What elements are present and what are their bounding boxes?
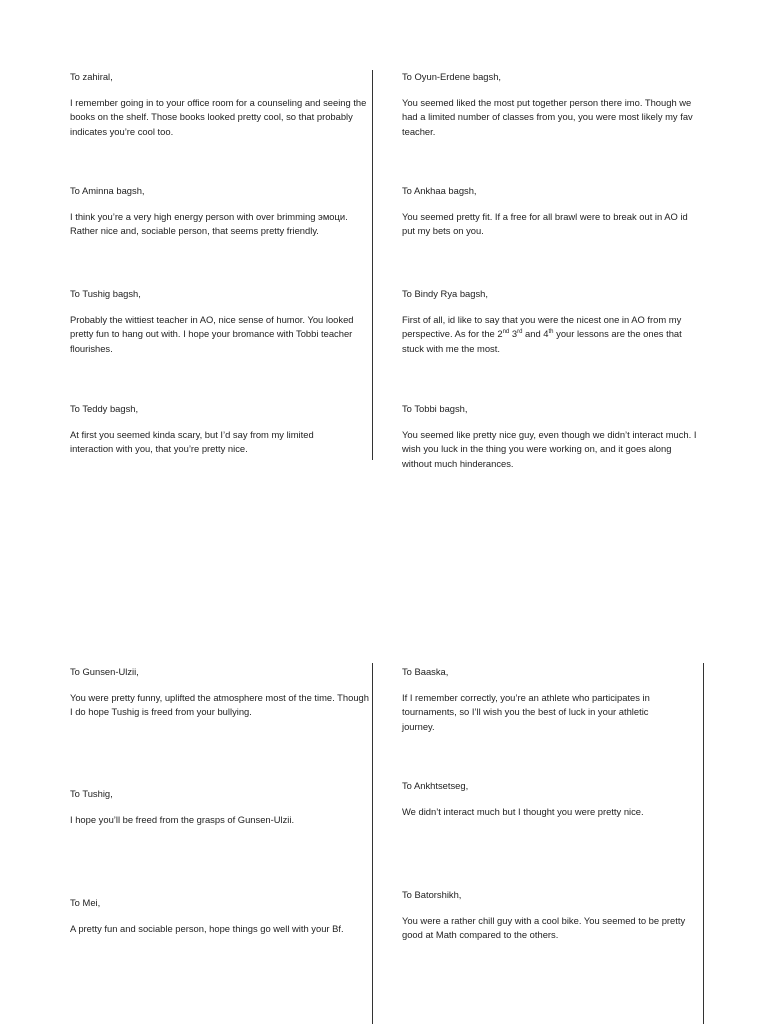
note-body: First of all, id like to say that you were the nicest one in AO from my perspective. As for the 2nd 3rd and 4th your lessons are the ones that stuck with me the most.: [402, 313, 682, 354]
note-recipient: To Bindy Rya bagsh,: [402, 288, 488, 299]
note-body: You were pretty funny, uplifted the atmosphere most of the time. Though I do hope Tushig is freed from your bullying.: [70, 691, 369, 717]
note-body: You seemed liked the most put together person there imo. Though we had a limited number of classes from you, you were most likely my fav teacher.: [402, 96, 693, 137]
note-tushig: [70, 787, 370, 827]
note-bindy-rya: [402, 287, 702, 356]
note-body: A pretty fun and sociable person, hope things go well with your Bf.: [70, 922, 344, 934]
note-recipient: To Baaska,: [402, 666, 449, 677]
note-ankhtsetseg: [402, 779, 697, 819]
note-recipient: To Teddy bagsh,: [70, 403, 139, 414]
note-body: You seemed pretty fit. If a free for all brawl were to break out in AO id put my bets on you.: [402, 210, 688, 236]
note-body: Probably the wittiest teacher in AO, nice sense of humor. You looked pretty fun to hang out with. I hope your bromance with Tobbi teacher flourishes.: [70, 313, 354, 354]
note-recipient: To zahiral,: [70, 71, 113, 82]
note-recipient: To Mei,: [70, 897, 101, 908]
note-recipient: To Tushig bagsh,: [70, 288, 141, 299]
note-oyun-erdene: [402, 70, 702, 139]
note-recipient: To Aminna bagsh,: [70, 185, 145, 196]
divider-bottom-center: [372, 663, 373, 1024]
note-body: You were a rather chill guy with a cool bike. You seemed to be pretty good at Math compared to the others.: [402, 914, 686, 940]
note-recipient: To Ankhaa bagsh,: [402, 185, 477, 196]
note-zahiral: [70, 70, 370, 139]
note-body: If I remember correctly, you’re an athlete who participates in tournaments, so I’ll wish you the best of luck in your athletic journey.: [402, 691, 650, 732]
note-teddy: [70, 402, 340, 457]
note-body: I hope you’ll be freed from the grasps of Gunsen-Ulzii.: [70, 813, 295, 825]
note-recipient: To Oyun-Erdene bagsh,: [402, 71, 502, 82]
note-aminna: [70, 184, 370, 239]
note-tushig-bagsh: [70, 287, 355, 356]
note-tobbi: [402, 402, 702, 471]
note-recipient: To Ankhtsetseg,: [402, 780, 469, 791]
note-recipient: To Gunsen-Ulzii,: [70, 666, 139, 677]
note-body: I remember going in to your office room for a counseling and seeing the books on the shelf. Those books looked pretty cool, so that probably indicates you’re cool too.: [70, 96, 367, 137]
note-batorshikh: [402, 888, 692, 943]
note-recipient: To Tobbi bagsh,: [402, 403, 468, 414]
divider-bottom-right: [703, 663, 704, 1024]
note-body: You seemed like pretty nice guy, even though we didn’t interact much. I wish you luck in the thing you were working on, and it goes along without much hinderances.: [402, 428, 697, 469]
divider-top: [372, 70, 373, 460]
note-body: At first you seemed kinda scary, but I’d say from my limited interaction with you, that you’re pretty nice.: [70, 428, 314, 454]
note-recipient: To Tushig,: [70, 788, 113, 799]
note-recipient: To Batorshikh,: [402, 889, 462, 900]
note-baaska: [402, 665, 682, 734]
note-mei: [70, 896, 370, 936]
note-body: We didn’t interact much but I thought you were pretty nice.: [402, 805, 644, 817]
note-gunsen-ulzii: [70, 665, 370, 720]
note-body: I think you’re a very high energy person with over brimming эмоци. Rather nice and, sociable person, that seems pretty friendly.: [70, 210, 348, 236]
note-ankhaa: [402, 184, 702, 239]
